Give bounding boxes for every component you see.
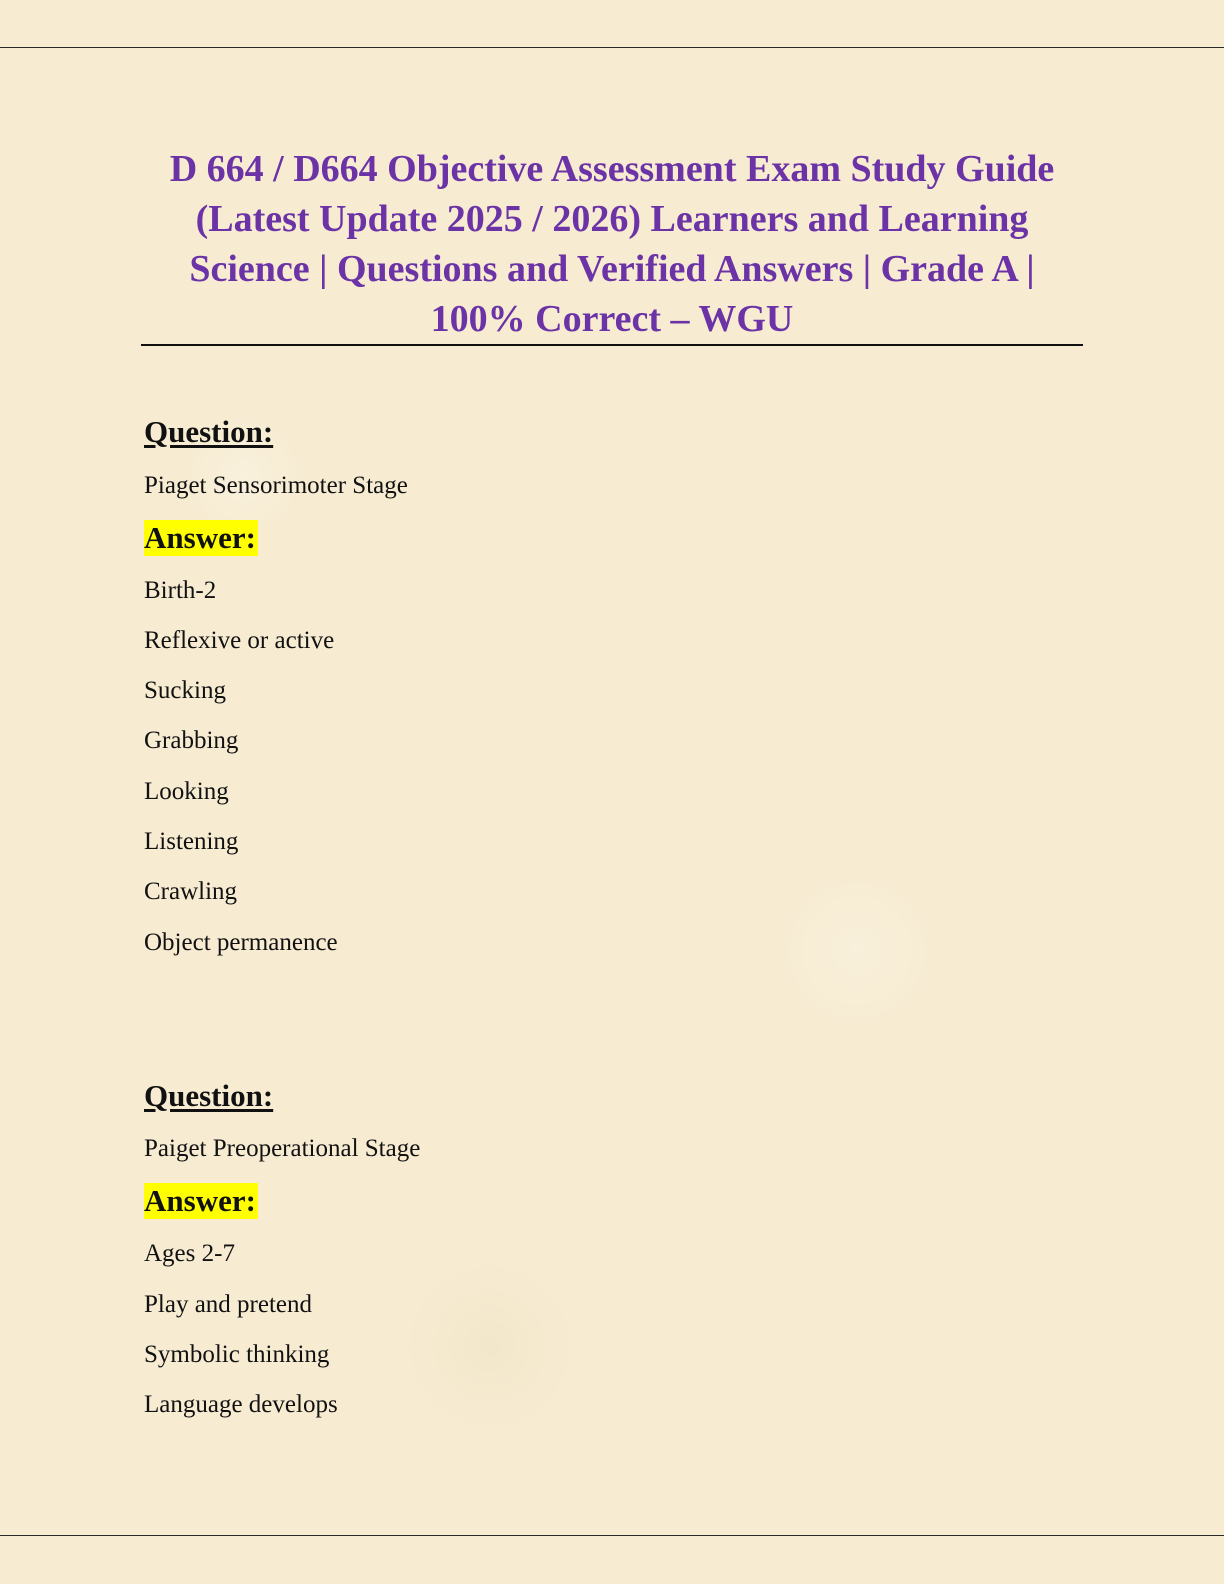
title-line: (Latest Update 2025 / 2026) Learners and Learning (195, 198, 1029, 240)
answer-line: Grabbing (144, 727, 239, 754)
answer-label: Answer: (144, 520, 256, 555)
answer-line: Play and pretend (144, 1291, 313, 1318)
answer-label: Answer: (144, 1183, 256, 1218)
footer-rule (0, 1535, 1224, 1536)
answer-line: Listening (144, 828, 239, 855)
answer-line: Reflexive or active (144, 627, 335, 654)
answer-line: Birth-2 (144, 577, 217, 604)
question-label: Question: (144, 1078, 274, 1113)
answer-line: Ages 2-7 (144, 1240, 235, 1267)
answer-line: Object permanence (144, 929, 338, 956)
header-rule (0, 47, 1224, 48)
title-line: D 664 / D664 Objective Assessment Exam Study Guide (169, 148, 1055, 190)
title-line: 100% Correct – WGU (430, 298, 794, 340)
question-label: Question: (144, 414, 274, 449)
answer-line: Symbolic thinking (144, 1341, 330, 1368)
answer-line: Crawling (144, 878, 238, 905)
title-underline (141, 344, 1083, 346)
document-title (141, 144, 1083, 344)
answer-line: Sucking (144, 677, 226, 704)
question-text: Piaget Sensorimoter Stage (144, 472, 408, 499)
answer-line: Language develops (144, 1391, 338, 1418)
answer-line: Looking (144, 778, 229, 805)
question-text: Paiget Preoperational Stage (144, 1135, 421, 1162)
title-line: Science | Questions and Verified Answers | Grade A | (189, 248, 1035, 290)
